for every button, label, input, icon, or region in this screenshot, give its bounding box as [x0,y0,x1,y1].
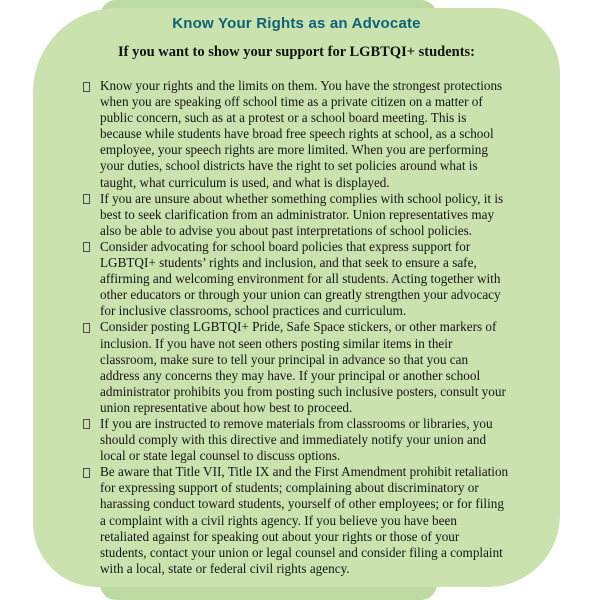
checkbox-outline-icon [83,468,90,478]
list-item-text: If you are unsure about whether something complies with school policy, it is best to seek clarification from an administrator. Union representatives may also be able to advise you about past interpretations of school policies. [100,190,504,238]
checkbox-outline-icon [83,194,90,204]
checkbox-outline-icon [83,323,90,333]
list-item [82,78,509,191]
list-item [82,416,509,464]
list-item-text: Consider posting LGBTQI+ Pride, Safe Space stickers, or other markers of inclusion. If you have not seen others posting similar items in their classroom, make sure to tell your principal in advance so that you can address any concerns they may have. If your principal or another school administrator prohibits you from posting such inclusive posters, consult your union representative about how best to proceed. [100,319,506,415]
list-item [82,239,509,319]
list-item [82,464,509,577]
list-item-text: If you are instructed to remove materials from classrooms or libraries, you should comply with this directive and immediately notify your union and local or state legal counsel to discuss options. [100,415,493,464]
page-subtitle: If you want to show your support for LGBTQI+ students: [118,44,475,60]
page-title: Know Your Rights as an Advocate [172,15,421,32]
list-item-text: Be aware that Title VII, Title IX and the First Amendment prohibit retaliation for expressing support of students; complaining about discriminatory or harassing conduct toward students, yourself of other employees; or for filing a complaint with a civil rights agency. If you believe you have been retaliated against for speaking out about your rights or those of your students, contact your union or legal counsel and consider filing a complaint with a local, state or federal civil rights agency. [100,464,509,576]
checkbox-outline-icon [83,82,90,92]
list-item [82,191,509,239]
checkbox-outline-icon [83,242,90,252]
rights-card [33,8,560,587]
rights-list [33,78,509,577]
list-item-text: Consider advocating for school board policies that express support for LGBTQI+ students’ rights and inclusion, and that seek to ensure a safe, affirming and welcoming environment for all students. Acting together with other educators or through your union can greatly strengthen your advocacy for inclusive classrooms, school practices and curriculum. [100,238,501,319]
checkbox-outline-icon [83,419,90,429]
list-item [82,319,509,416]
list-item-text: Know your rights and the limits on them. You have the strongest protections when you are speaking off school time as a private citizen on a matter of public concern, such as at a protest or a school board meeting. This is because while students have broad free speech rights at school, as a school employee, your speech rights are more limited. When you are performing your duties, school districts have the right to set policies around what is taught, what curriculum is used, and what is displayed. [100,78,503,190]
